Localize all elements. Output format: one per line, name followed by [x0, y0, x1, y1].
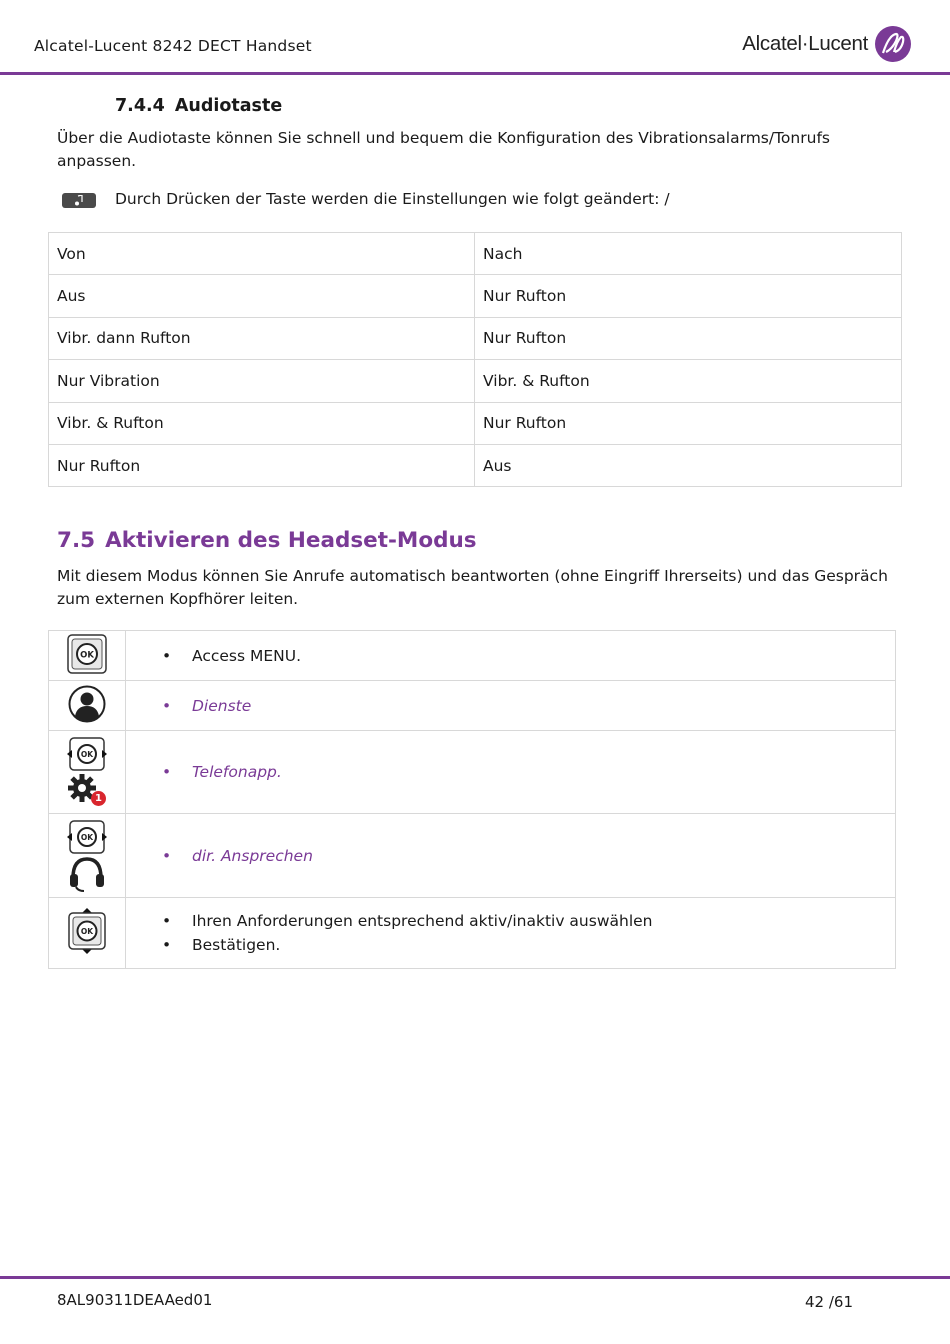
table-cell: Nur Rufton: [475, 275, 902, 317]
step-text-cell: [126, 898, 896, 969]
table-header-cell: Von: [49, 233, 475, 275]
table-cell: Vibr. & Rufton: [475, 360, 902, 402]
table-row: [49, 360, 902, 402]
headset-icon: [68, 856, 106, 892]
headset-steps-table: [48, 630, 896, 969]
page-number: 42 /61: [805, 1293, 853, 1311]
svg-text:OK: OK: [80, 750, 94, 759]
header-divider: [0, 72, 950, 75]
footer-divider: [0, 1276, 950, 1279]
table-cell: Aus: [49, 275, 475, 317]
step-text-cell: [126, 731, 896, 814]
document-id: 8AL90311DEAAed01: [57, 1291, 213, 1309]
step-icon-cell: [49, 681, 126, 731]
up-down-navigation-key-icon: [67, 908, 107, 954]
notification-badge: 1: [91, 791, 106, 806]
section-title: Aktivieren des Headset-Modus: [105, 528, 477, 553]
section-heading-audiotaste: [115, 96, 282, 116]
table-row: [49, 402, 902, 444]
step-icon-cell: [49, 814, 126, 898]
section-number: 7.5: [57, 528, 96, 553]
step-instruction: • Ihren Anforderungen entsprechend aktiv/inaktiv auswählen: [162, 909, 895, 933]
table-cell: Nur Rufton: [475, 317, 902, 359]
audio-key-description: Durch Drücken der Taste werden die Einstellungen wie folgt geändert: /: [115, 190, 670, 208]
table-cell: Vibr. dann Rufton: [49, 317, 475, 359]
section-number: 7.4.4: [115, 96, 165, 116]
table-row: [49, 444, 902, 486]
step-row: [49, 631, 896, 681]
ok-key-icon: [67, 634, 107, 674]
table-cell: Nur Rufton: [49, 444, 475, 486]
audio-key-icon: [62, 193, 96, 208]
table-cell: Nur Vibration: [49, 360, 475, 402]
alcatel-lucent-logo-icon: [874, 25, 912, 63]
step-text-cell: [126, 631, 896, 681]
brand-logo: [742, 24, 912, 64]
step-row: [49, 898, 896, 969]
svg-text:OK: OK: [80, 927, 94, 936]
step-icon-cell: [49, 898, 126, 969]
document-header-title: Alcatel-Lucent 8242 DECT Handset: [34, 37, 312, 55]
svg-text:OK: OK: [80, 832, 94, 842]
step-instruction: • Bestätigen.: [162, 933, 895, 957]
step-row: [49, 731, 896, 814]
headset-mode-paragraph: Mit diesem Modus können Sie Anrufe automatisch beantworten (ohne Eingriff Ihrerseits) und das Gespräch zum externen Kopfhörer leiten.: [57, 567, 888, 608]
step-text-cell: [126, 681, 896, 731]
gear-badge-group: [67, 773, 107, 807]
table-row: [49, 317, 902, 359]
step-text-cell: [126, 814, 896, 898]
menu-item-dienste: • Dienste: [162, 694, 895, 718]
navigation-key-icon: [67, 737, 107, 771]
step-icon-cell: [49, 731, 126, 814]
step-instruction: • Access MENU.: [162, 644, 895, 668]
navigation-key-icon: [67, 820, 107, 854]
section-heading-headset-mode: [57, 528, 477, 553]
menu-item-dir-ansprechen: • dir. Ansprechen: [162, 844, 895, 868]
svg-text:OK: OK: [80, 650, 94, 660]
audiotaste-paragraph: Über die Audiotaste können Sie schnell und bequem die Konfiguration des Vibrationsalarms/Tonrufs anpassen.: [57, 129, 830, 170]
ringer-setting-table: [48, 232, 902, 487]
menu-item-telefonapp: • Telefonapp.: [162, 760, 895, 784]
table-cell: Aus: [475, 444, 902, 486]
section-title: Audiotaste: [174, 96, 283, 116]
step-row: [49, 681, 896, 731]
table-header-row: [49, 233, 902, 275]
step-icon-cell: [49, 631, 126, 681]
table-row: [49, 275, 902, 317]
person-icon: [68, 685, 106, 723]
brand-name: Alcatel·Lucent: [742, 32, 868, 55]
step-row: [49, 814, 896, 898]
table-cell: Vibr. & Rufton: [49, 402, 475, 444]
table-cell: Nur Rufton: [475, 402, 902, 444]
table-header-cell: Nach: [475, 233, 902, 275]
